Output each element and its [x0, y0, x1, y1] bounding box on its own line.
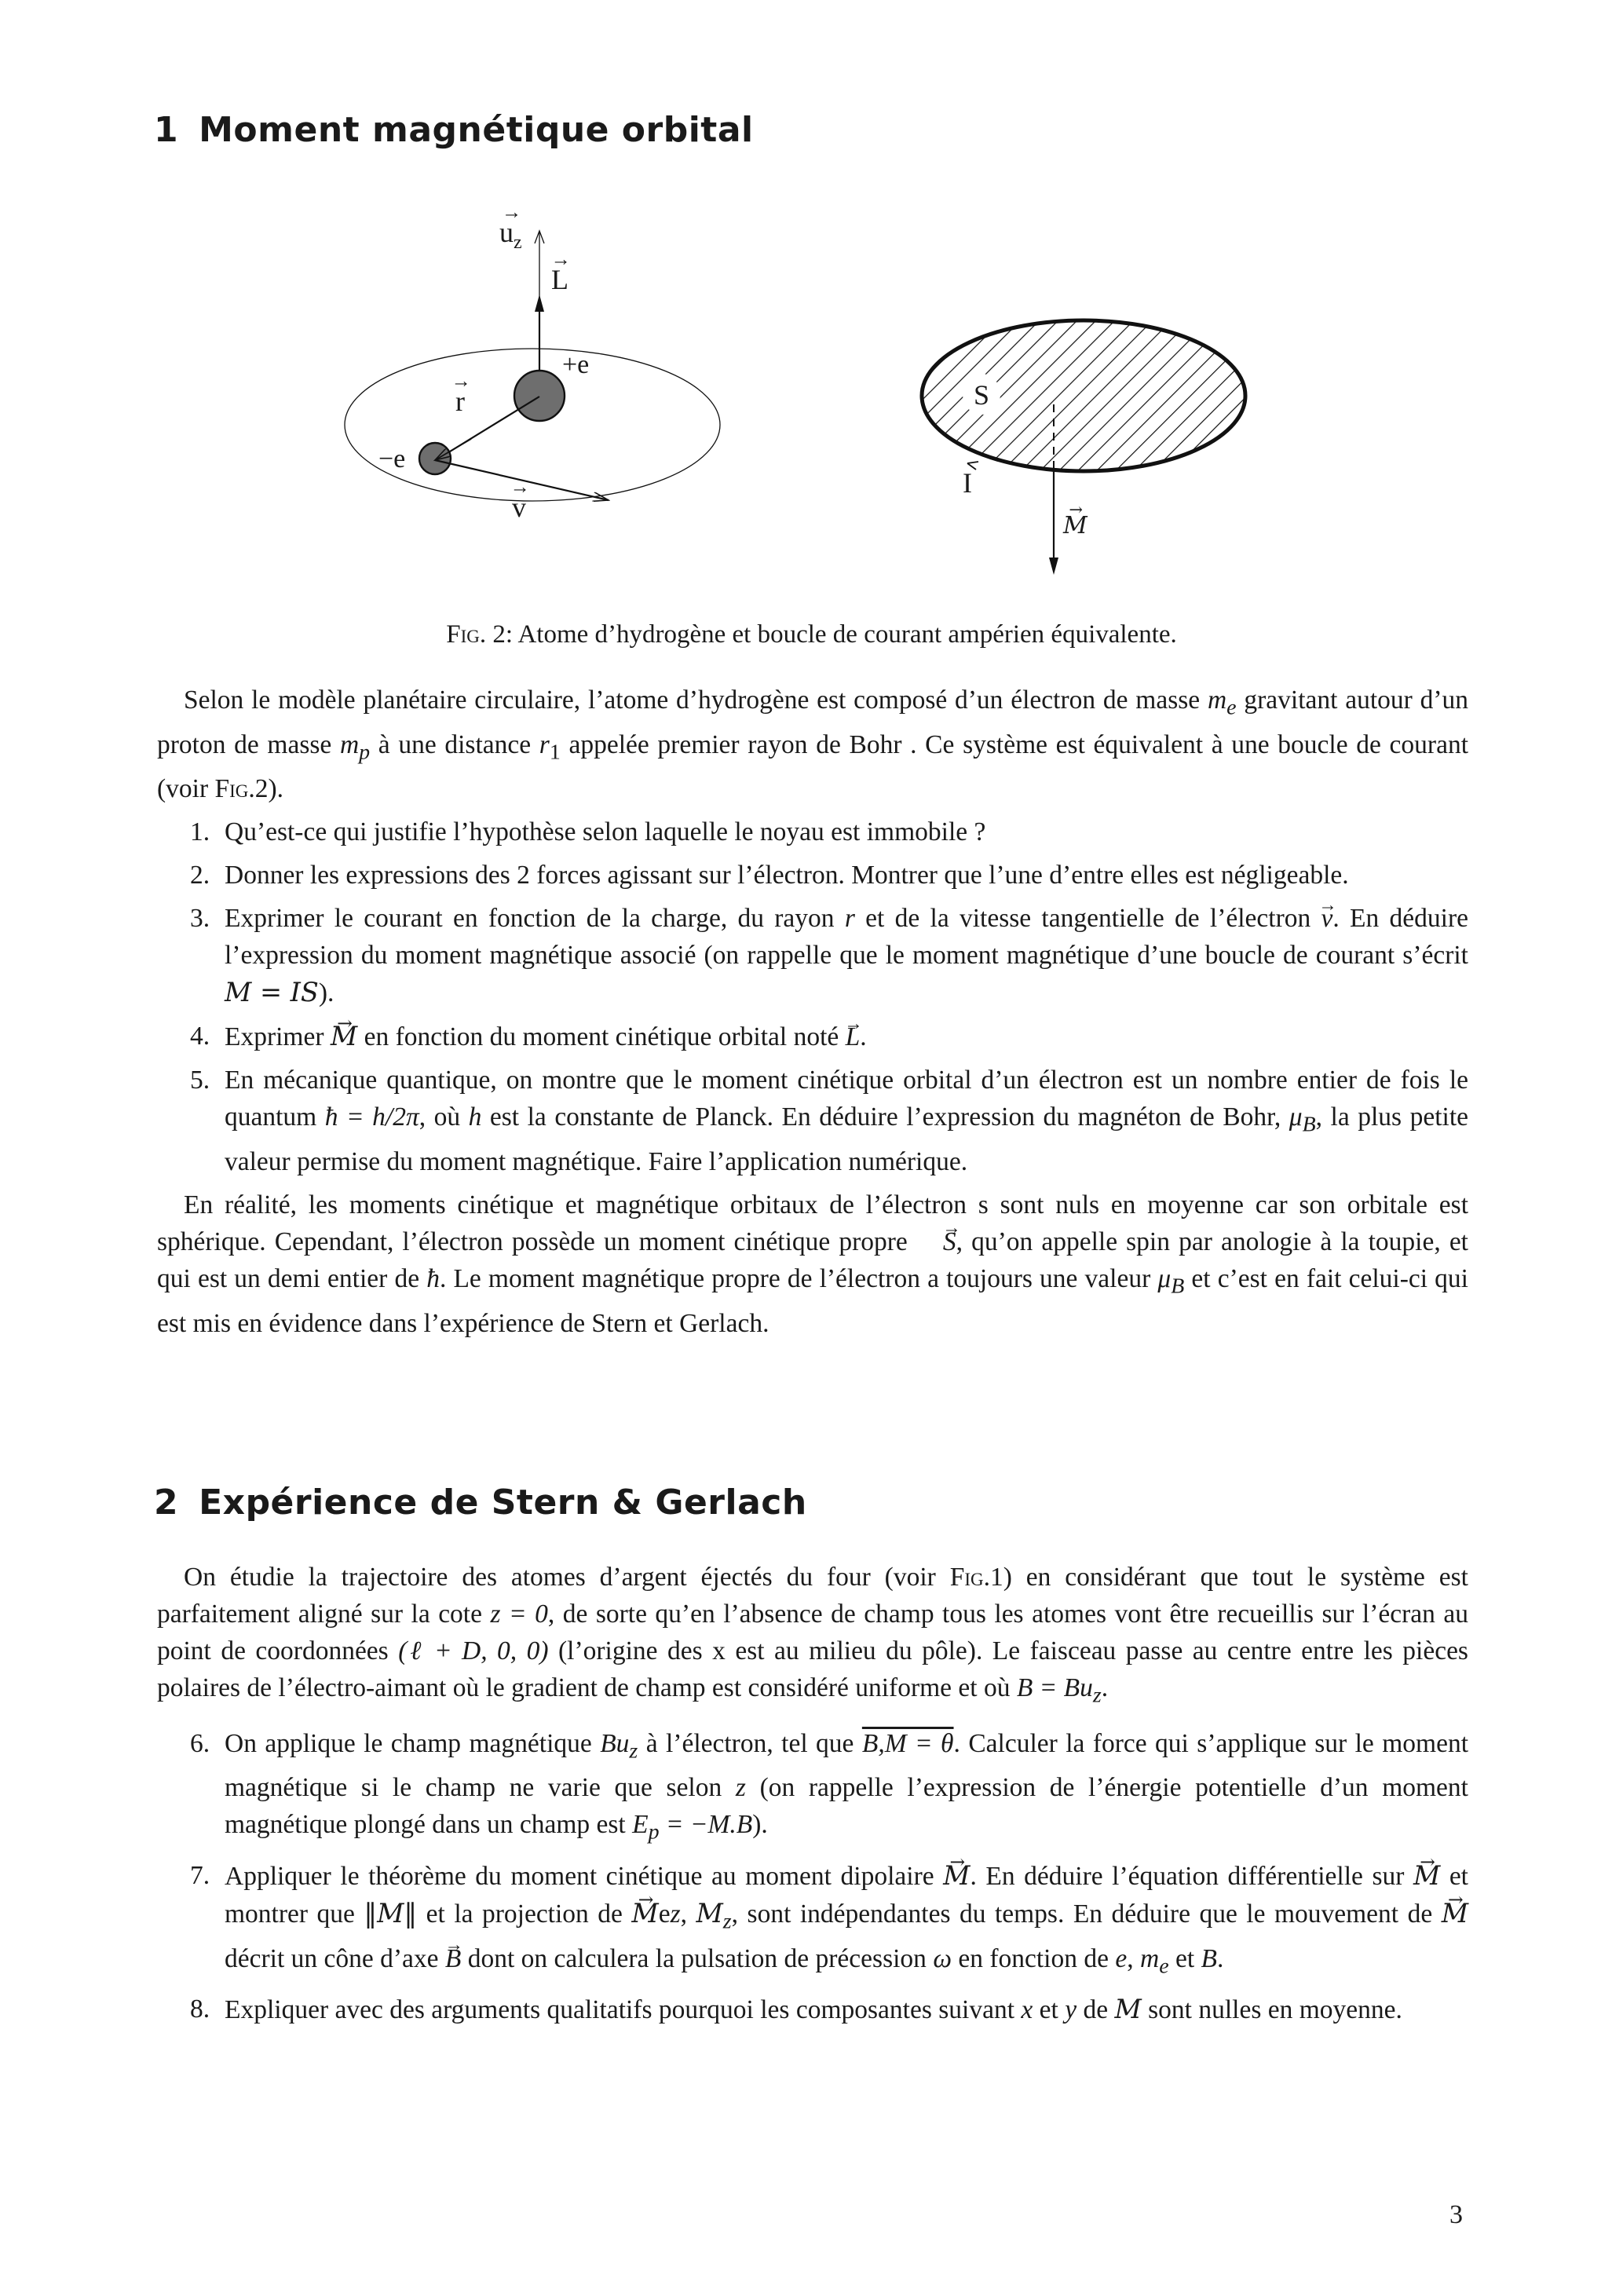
section-title-text: Expérience de Stern & Gerlach [199, 1483, 807, 1523]
stern-paragraph: On étudie la trajectoire des atomes d’argent éjectés du four (voir Fig.1) en considérant que tout le système est parfaitement aligné sur la cote z = 0, de sorte qu’en l’absence de champ tous les atomes vont être recueillis sur l’écran au point de coordonnées (ℓ + D, 0, 0) (l’origine des x est au milieu du pôle). Le faisceau passe au centre entre les pièces polaires de l’électro-aimant où le gradient de champ est considéré uniforme et où $B = Bu_z$. [157, 1563, 1468, 1708]
questions-part2 [157, 1725, 1468, 2029]
electron [419, 443, 451, 474]
question-5: 5. En mécanique quantique, on montre que le moment cinétique orbital d’un électron est un nombre entier de fois le quantum ħ = h/2π, où h est la constante de Planck. En déduire l’expression du magnéton de Bohr, $\mu_B$, la plus petite valeur permise du moment magnétique. Faire l’application numérique. [190, 1066, 1468, 1177]
part1-body [157, 682, 1468, 1342]
figure-caption [0, 620, 1623, 649]
figure-2 [0, 196, 1623, 605]
question-1: 1. Qu’est-ce qui justifie l’hypothèse selon laquelle le noyau est immobile ? [190, 817, 986, 847]
label-uz: → $u_z$ [499, 216, 522, 254]
questions-part1 [157, 813, 1468, 1180]
M-arrowhead [1049, 558, 1058, 575]
section-number: 1 [154, 110, 179, 150]
question-6: 6. On applique le champ magnétique $Bu_z$ à l’électron, tel que B,M = θ. Calculer la force qui s’applique sur le moment magnétique si le champ ne varie que selon z (on rappelle l’expression de l’énergie potentielle d’un moment magnétique plongé dans un champ est $E_p = -M.B$). [190, 1728, 1469, 1845]
question-8: 8. Expliquer avec des arguments qualitatifs pourquoi les composantes suivant x et y de M sont nulles en moyenne. [190, 1994, 1402, 2025]
section-title-2 [154, 1483, 807, 1523]
question-2: 2. Donner les expressions des 2 forces agissant sur l’électron. Montrer que l’une d’entre elles est négligeable. [190, 861, 1349, 890]
reality-paragraph: En réalité, les moments cinétique et magnétique orbitaux de l’électron s sont nuls en moyenne car son orbitale est sphérique. Cependant, l’électron possède un moment cinétique propre → S, qu’on appelle spin par anologie à la toupie, et qui est un demi entier de ħ. Le moment magnétique propre de l’électron a toujours une valeur $\mu_B$ et c’est en fait celui-ci qui est mis en évidence dans l’expérience de Stern et Gerlach. [157, 1186, 1468, 1342]
caption-text: Atome d’hydrogène et boucle de courant ampérien équivalente. [513, 620, 1177, 649]
label-S: S [974, 379, 990, 411]
caption-prefix: Fig. 2: [446, 620, 514, 649]
label-minus-e: −e [378, 444, 406, 473]
label-r: → r [455, 385, 465, 418]
label-L: → L [551, 263, 568, 296]
proton [514, 371, 565, 421]
intro-paragraph: Selon le modèle planétaire circulaire, l’atome d’hydrogène est composé d’un électron de masse $m_e$ gravitant autour d’un proton de masse $m_p$ à une distance $r_1$ appelée premier rayon de Bohr . Ce système est équivalent à une boucle de courant (voir Fig.2). [157, 686, 1469, 804]
part2-body [157, 1559, 1468, 2035]
page-number: 3 [1449, 2200, 1463, 2229]
label-M: → M [1063, 512, 1087, 539]
L-arrowhead [535, 294, 544, 312]
section-title-text: Moment magnétique orbital [199, 110, 754, 150]
label-v: → v [512, 491, 526, 524]
label-I: I [963, 467, 972, 499]
figure-diagrams [0, 196, 1623, 605]
question-3: 3. Exprimer le courant en fonction de la charge, du rayon r et de la vitesse tangentielle de l’électron → v. En déduire l’expression du moment magnétique associé (on rappelle que le moment magnétique d’une boucle de courant s’écrit M = IS). [157, 900, 1468, 1011]
section-number: 2 [154, 1483, 179, 1523]
question-4: 4. Exprimer → M en fonction du moment cinétique orbital noté → L. [157, 1018, 1468, 1055]
label-plus-e: +e [562, 350, 590, 379]
question-7: 7. Appliquer le théorème du moment cinétique au moment dipolaire → M. En déduire l’équation différentielle sur → M et montrer que ‖M‖ et la projection de → Mez, $M_z$, sont indépendantes du temps. En déduire que le mouvement de → M décrit un cône d’axe → B dont on calculera la pulsation de précession ω en fonction de e, $m_e$ et B. [157, 1857, 1468, 1984]
section-title-1 [154, 110, 754, 150]
